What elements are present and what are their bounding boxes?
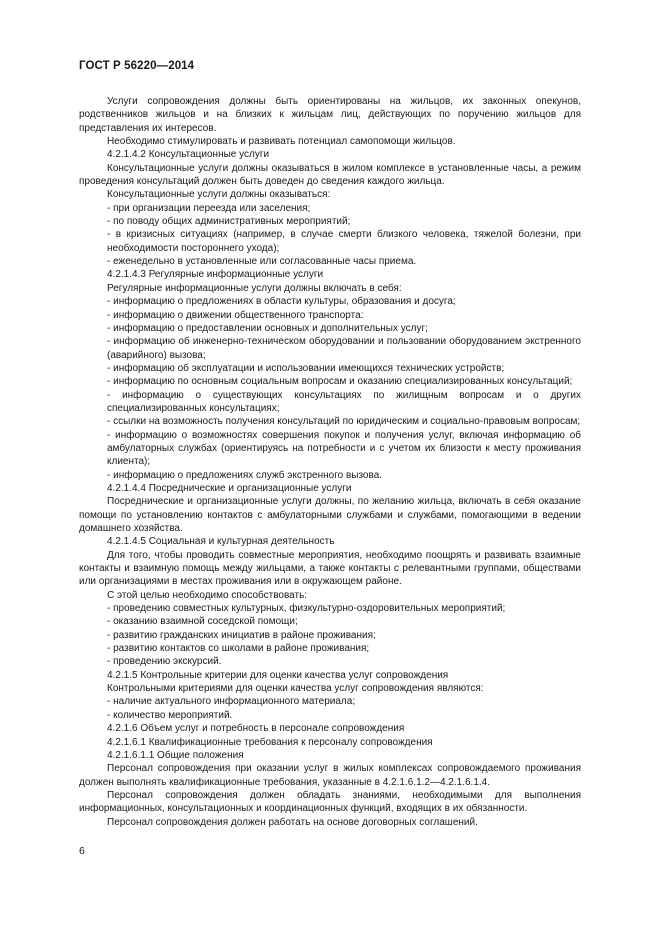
list-item: - информацию о предложениях в области культуры, образования и досуга;	[107, 296, 456, 308]
page-number: 6	[79, 845, 85, 857]
list-item: - развитию гражданских инициатив в районе проживания;	[107, 629, 376, 641]
paragraph: Посреднические и организационные услуги должны, по желанию жильца, включать в себя оказание помощи по установлению контактов с амбулаторными службами и службами, помогающими в ведении домашнего хозяйства.	[79, 496, 581, 534]
paragraph: Контрольными критериями для оценки качества услуг сопровождения являются:	[107, 683, 484, 695]
paragraph: Для того, чтобы проводить совместные мероприятия, необходимо поощрять и развивать взаимные контакты и взаимную помощь между жильцами, а также контакты с релевантными группами, обществами или организациями в местах проживания или в окружающем районе.	[79, 549, 581, 588]
section-heading: 4.2.1.5 Контрольные критерии для оценки качества услуг сопровождения	[107, 669, 449, 681]
paragraph: Персонал сопровождения при оказании услуг в жилых комплексах сопровождаемого проживания должен выполнять квалификационные требования, указанные в 4.2.1.6.1.2—4.2.1.6.1.4.	[79, 763, 581, 788]
list-item: - информацию о существующих консультациях по жилищным вопросам и о других специализированных консультациях;	[107, 389, 581, 414]
list-item: - информацию об эксплуатации и использовании имеющихся технических устройств;	[107, 362, 505, 374]
list-item: - по поводу общих административных мероприятий;	[107, 216, 351, 228]
document-header: ГОСТ Р 56220—2014	[79, 60, 195, 72]
list-item: - ссылки на возможность получения консультаций по юридическим и социально-правовым вопросам;	[107, 416, 581, 428]
list-item: - проведению экскурсий.	[107, 656, 222, 668]
section-heading: 4.2.1.4.4 Посреднические и организационные услуги	[107, 482, 352, 494]
list-item: - информацию об инженерно-техническом оборудовании и пользовании оборудованием экстренного (аварийного) вызова;	[107, 336, 581, 361]
paragraph: С этой целью необходимо способствовать:	[107, 589, 308, 601]
section-heading: 4.2.1.4.3 Регулярные информационные услуги	[107, 269, 324, 281]
section-heading: 4.2.1.4.5 Социальная и культурная деятельность	[107, 536, 335, 548]
list-item: - информацию о движении общественного транспорта:	[107, 309, 364, 321]
paragraph: Персонал сопровождения должен обладать знаниями, необходимыми для выполнения информационных, консультационных и координационных функций, входящих в их обязанности.	[79, 789, 581, 815]
paragraph: Консультационные услуги должны оказываться в жилом комплексе в установленные часы, а режим проведения консультаций должен быть доведен до сведения каждого жильца.	[79, 162, 581, 188]
list-item: - количество мероприятий.	[107, 709, 233, 721]
list-item: - информацию по основным социальным вопросам и оказанию специализированных консультаций;	[107, 376, 573, 388]
list-item: - оказанию взаимной соседской помощи;	[107, 616, 298, 628]
paragraph: Необходимо стимулировать и развивать потенциал самопомощи жильцов.	[107, 136, 456, 148]
list-item: - информацию о предоставлении основных и дополнительных услуг;	[107, 322, 428, 334]
section-heading: 4.2.1.6.1.1 Общие положения	[107, 749, 244, 761]
list-item: - наличие актуального информационного материала;	[107, 696, 356, 708]
paragraph: Услуги сопровождения должны быть ориентированы на жильцов, их законных опекунов, родственников жильцов и на близких к жильцам лиц, действующих по поручению жильцов для представления их интересов.	[79, 96, 581, 134]
list-item: - еженедельно в установленные или согласованные часы приема.	[107, 256, 417, 268]
list-item: - в кризисных ситуациях (например, в случае смерти близкого человека, тяжелой болезни, при необходимости постороннего ухода);	[107, 229, 581, 254]
list-item: - информацию о возможностях совершения покупок и получения услуг, включая информацию об амбулаторных службах (ориентируясь на потребности и с учетом их близости к месту проживания клиента);	[107, 429, 581, 468]
section-heading: 4.2.1.6 Объем услуг и потребность в персонале сопровождения	[107, 723, 405, 735]
list-item: - информацию о предложениях служб экстренного вызова.	[107, 469, 383, 481]
document-body	[79, 95, 581, 829]
paragraph: Персонал сопровождения должен работать на основе договорных соглашений.	[107, 816, 478, 828]
list-item: - проведению совместных культурных, физкультурно-оздоровительных мероприятий;	[107, 603, 506, 615]
paragraph: Регулярные информационные услуги должны включать в себя:	[107, 282, 402, 294]
list-item: - развитию контактов со школами в районе проживания;	[107, 643, 370, 655]
paragraph: Консультационные услуги должны оказываться:	[107, 189, 331, 201]
list-item: - при организации переезда или заселения;	[107, 202, 311, 214]
section-heading: 4.2.1.6.1 Квалификационные требования к персоналу сопровождения	[107, 736, 433, 748]
section-heading: 4.2.1.4.2 Консультационные услуги	[107, 149, 270, 161]
